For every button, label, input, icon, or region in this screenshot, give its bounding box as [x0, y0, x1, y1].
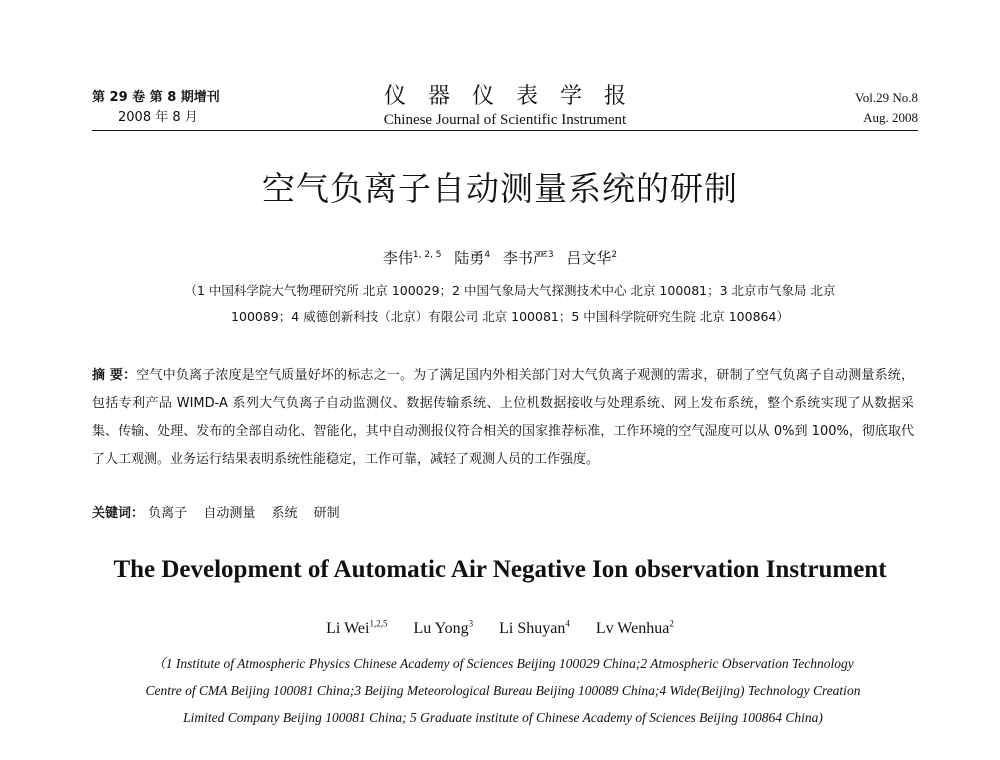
- author-name: 陆勇: [454, 249, 485, 267]
- author-en: [596, 620, 674, 637]
- abstract: [92, 362, 914, 474]
- authors-en: [0, 620, 1000, 638]
- author-cn: [566, 249, 617, 267]
- author-sup: 3: [468, 618, 474, 629]
- author-name: Li Wei: [326, 620, 370, 637]
- journal-name-cn: 仪器仪表学报: [383, 84, 648, 109]
- author-sup: 2: [611, 250, 618, 260]
- abstract-label: 摘 要：: [92, 368, 137, 383]
- author-sup: 3: [547, 250, 554, 260]
- keyword: 研制: [313, 506, 340, 521]
- author-name: 李书严: [502, 249, 548, 267]
- author-en: [413, 620, 473, 637]
- title-en: The Development of Automatic Air Negative Ion observation Instrument: [113, 556, 887, 583]
- header-center: [92, 84, 918, 130]
- journal-header: [92, 84, 918, 131]
- author-sup: 1, 2, 5: [412, 250, 442, 260]
- author-name: Li Shuyan: [499, 620, 566, 637]
- date-cn: 2008 年 8 月: [118, 110, 198, 125]
- affiliation-line: Limited Company Beijing 100081 China; 5 Graduate institute of Chinese Academy of Sciences Beijing 100864 China): [183, 710, 823, 725]
- keyword: 系统: [271, 506, 298, 521]
- abstract-text: 空气中负离子浓度是空气质量好坏的标志之一。为了满足国内外相关部门对大气负离子观测的需求，研制了空气负离子自动测量系统，包括专利产品 WIMD-A 系列大气负离子自动监测仪、数据传输系统、上位机数据接收与处理系统、网上发布系统，整个系统实现了从数据采集、传输、处理、发布的全部自动化、智能化，其中自动测报仪符合相关的国家推荐标准，工作环境的空气湿度可以从 0%到 100%，彻底取代了人工观测。业务运行结果表明系统性能稳定，工作可靠，减轻了观测人员的工作强度。: [92, 368, 914, 467]
- affiliations-en: [92, 650, 914, 731]
- author-name: Lu Yong: [413, 620, 469, 637]
- volume-issue: 第 29 卷 第 8 期增刊: [92, 90, 220, 105]
- author-sup: 4: [565, 618, 570, 629]
- affiliation-line: （1 中国科学院大气物理研究所 北京 100029；2 中国气象局大气探测技术中心 北京 100081；3 北京市气象局 北京: [184, 283, 836, 298]
- affiliations-cn: [110, 278, 910, 330]
- author-cn: [383, 249, 442, 267]
- author-sup: 4: [484, 250, 491, 260]
- author-en: [326, 620, 387, 637]
- affiliation-line: 100089；4 威德创新科技（北京）有限公司 北京 100081；5 中国科学院研究生院 北京 100864）: [231, 309, 789, 324]
- author-sup: 2: [669, 618, 674, 629]
- authors-cn: [0, 247, 1000, 268]
- header-right: [855, 88, 918, 128]
- author-name: 李伟: [382, 249, 413, 267]
- keyword: 自动测量: [203, 506, 256, 521]
- journal-name-en: Chinese Journal of Scientific Instrument: [383, 112, 627, 128]
- keywords-label: 关键词：: [92, 506, 145, 521]
- author-name: 吕文华: [566, 249, 612, 267]
- author-cn: [503, 249, 554, 267]
- keywords: [92, 502, 352, 521]
- author-sup: 1,2,5: [369, 618, 388, 629]
- volume-en: Vol.29 No.8: [855, 90, 918, 105]
- title-cn: 空气负离子自动测量系统的研制: [262, 169, 738, 208]
- author-name: Lv Wenhua: [595, 620, 670, 637]
- keyword: 负离子: [148, 506, 188, 521]
- affiliation-line: （1 Institute of Atmospheric Physics Chinese Academy of Sciences Beijing 100029 China;2 Atmospheric Observation Technology: [152, 656, 854, 671]
- author-cn: [454, 249, 490, 267]
- affiliation-line: Centre of CMA Beijing 100081 China;3 Beijing Meteorological Bureau Beijing 100089 China;4 Wide(Beijing) Technology Creation: [145, 683, 861, 698]
- date-en: Aug. 2008: [863, 110, 918, 125]
- author-en: [499, 620, 570, 637]
